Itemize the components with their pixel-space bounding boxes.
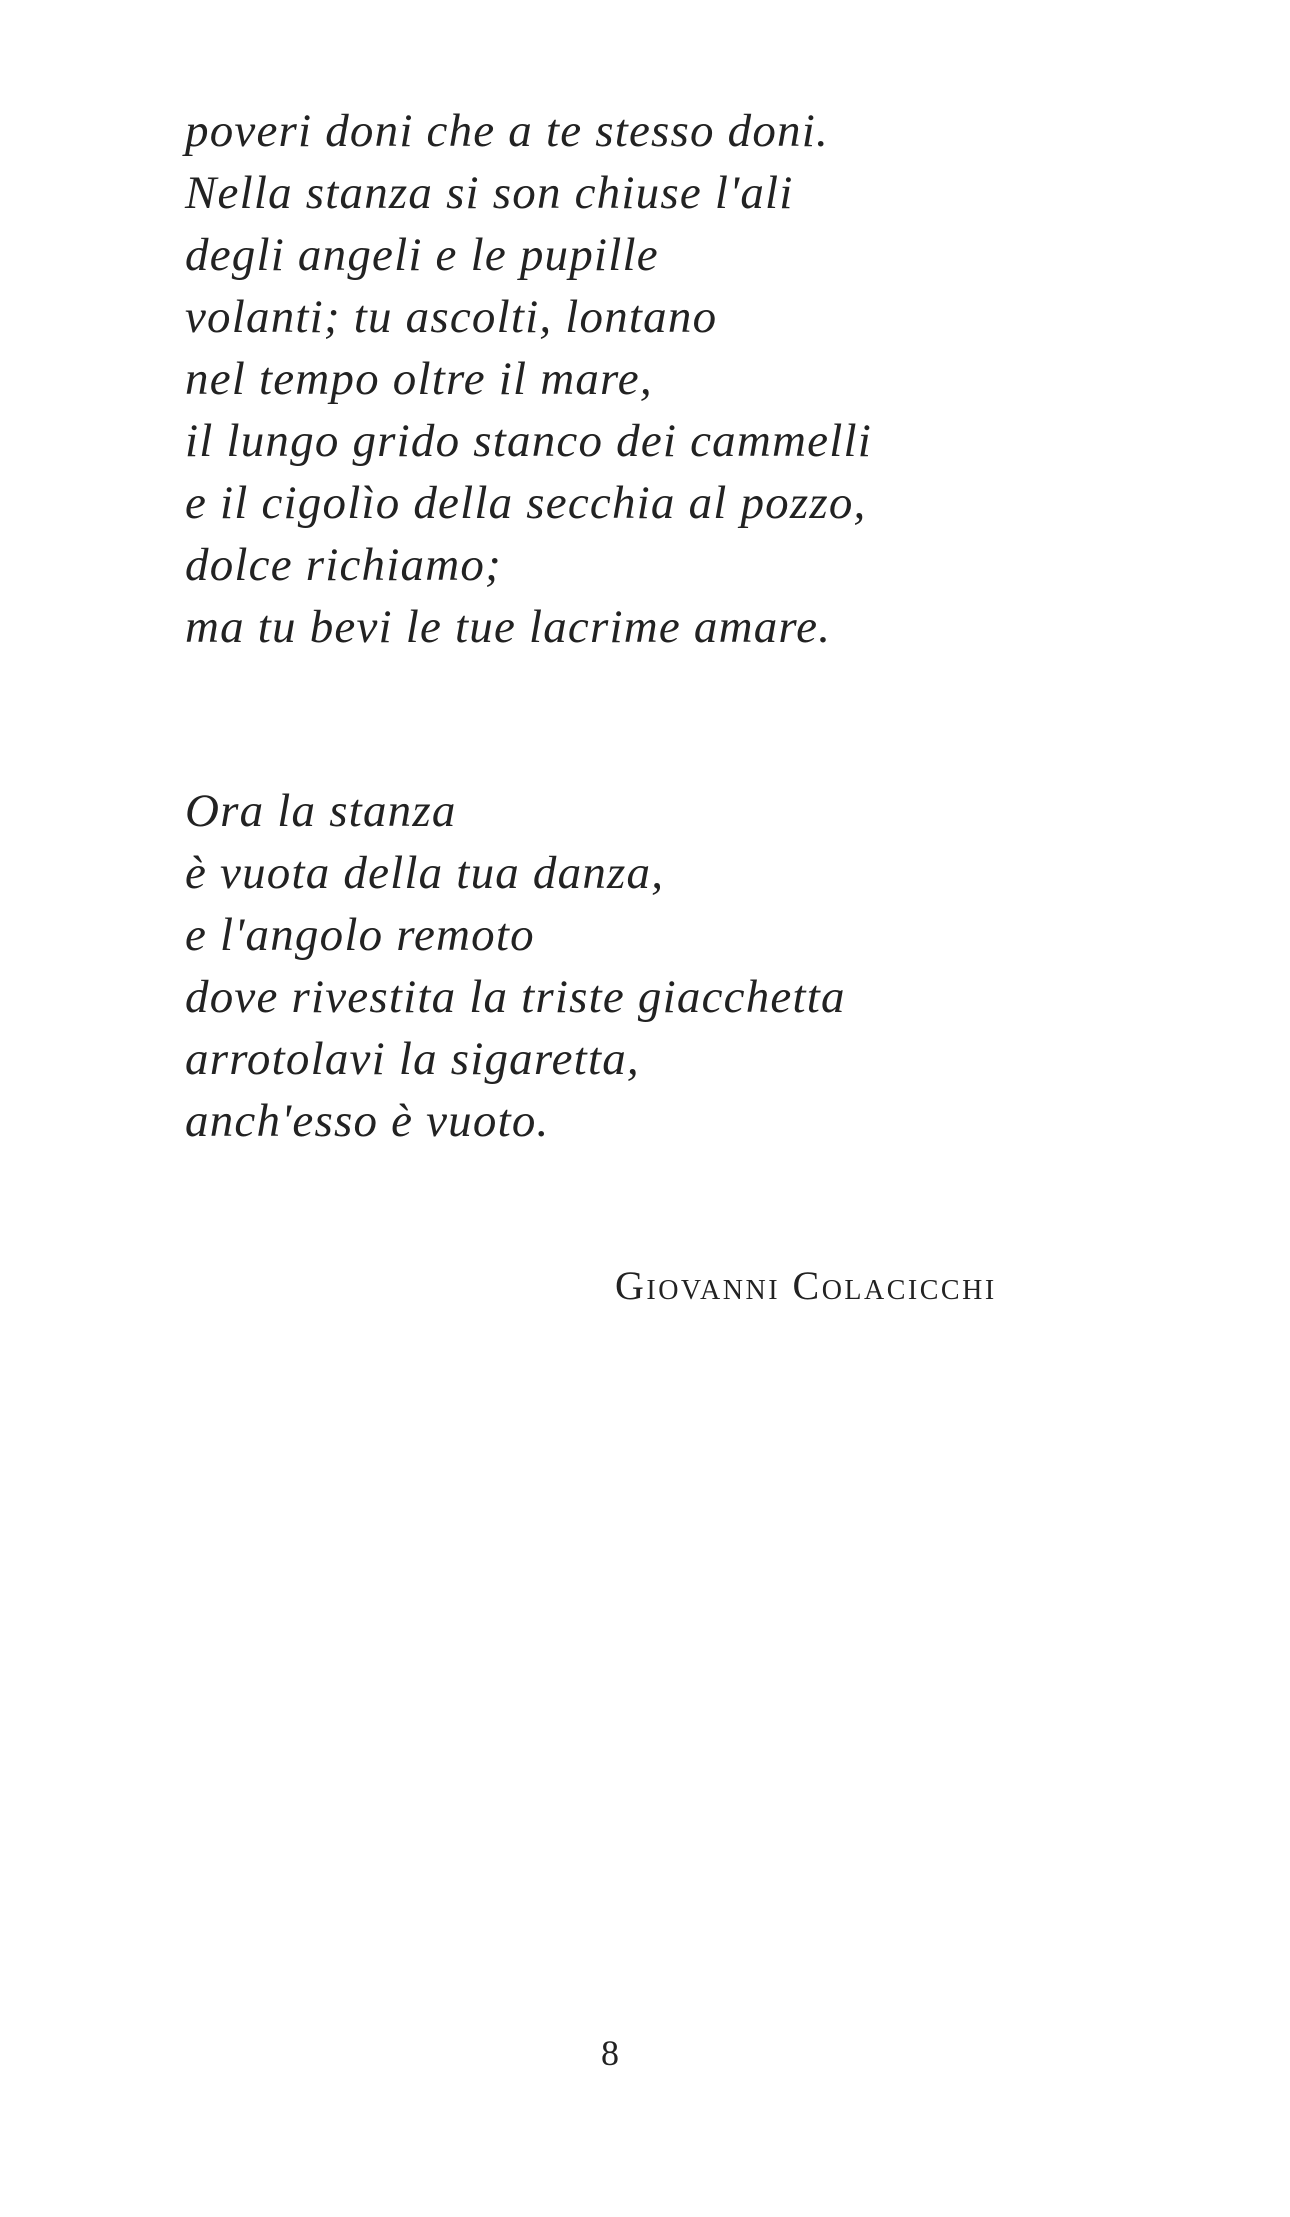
poem-line: volanti; tu ascolti, lontano: [185, 291, 718, 343]
page-number: 8: [601, 2033, 619, 2073]
poem-line: Ora la stanza: [185, 785, 457, 837]
author-signature: Giovanni Colacicchi: [615, 1263, 997, 1308]
poem-line: anch'esso è vuoto.: [185, 1095, 550, 1147]
poem-line: dove rivestita la triste giacchetta: [185, 971, 846, 1023]
poem-line: poveri doni che a te stesso doni.: [185, 105, 829, 157]
poem-line: è vuota della tua danza,: [185, 847, 665, 899]
poem-line: il lungo grido stanco dei cammelli: [185, 415, 872, 467]
poem-line: arrotolavi la sigaretta,: [185, 1033, 640, 1085]
poem-line: ma tu bevi le tue lacrime amare.: [185, 601, 832, 653]
poem-stanza-2: [185, 780, 846, 1152]
poem-stanza-1: [185, 100, 872, 658]
poem-line: e l'angolo remoto: [185, 909, 535, 961]
poem-line: dolce richiamo;: [185, 539, 502, 591]
poem-line: Nella stanza si son chiuse l'ali: [185, 167, 794, 219]
poem-line: nel tempo oltre il mare,: [185, 353, 653, 405]
poem-line: e il cigolìo della secchia al pozzo,: [185, 477, 867, 529]
poem-line: degli angeli e le pupille: [185, 229, 659, 281]
